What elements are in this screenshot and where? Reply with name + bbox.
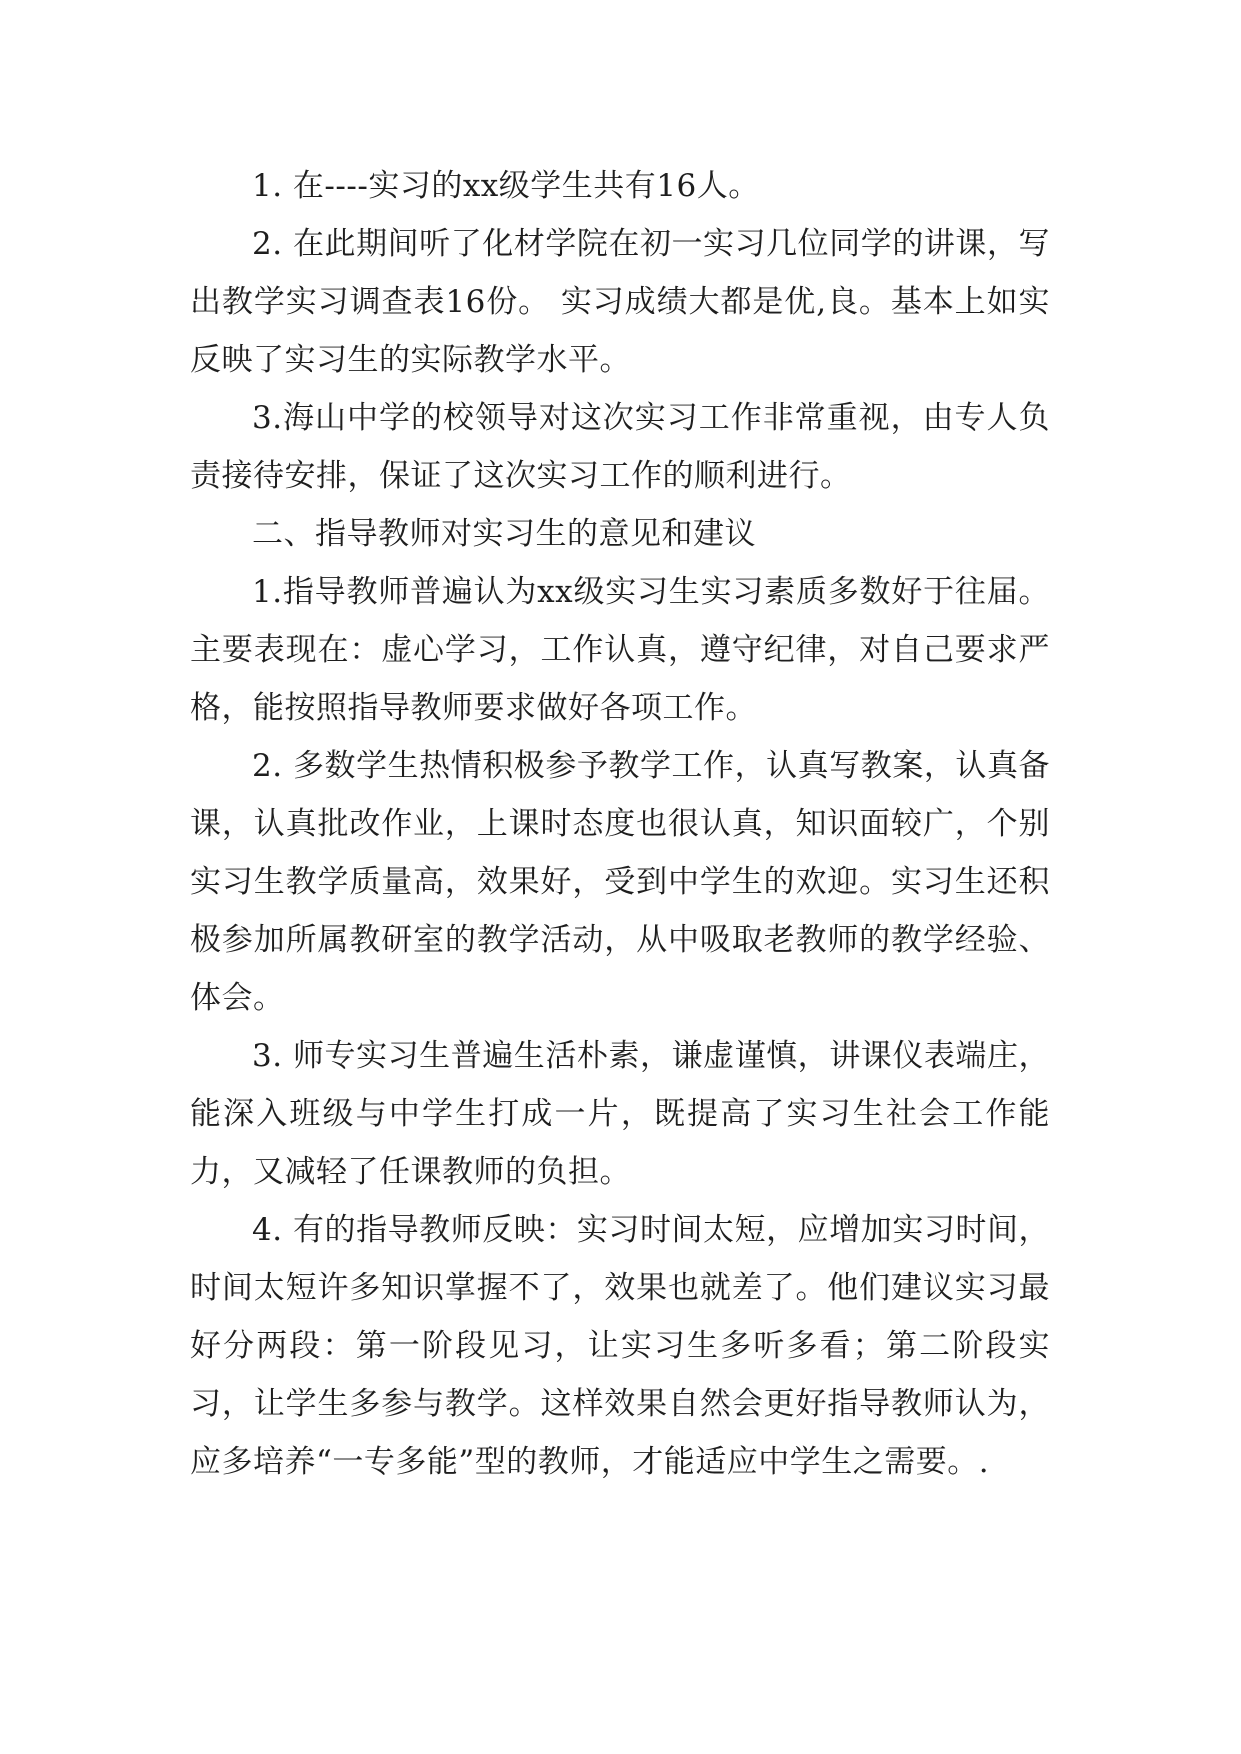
paragraph-3: 3.海山中学的校领导对这次实习工作非常重视，由专人负责接待安排，保证了这次实习工作的顺利进行。 (190, 400, 1050, 494)
paragraph-8: 4. 有的指导教师反映：实习时间太短，应增加实习时间，时间太短许多知识掌握不了，效果也就差了。他们建议实习最好分两段：第一阶段见习，让实习生多听多看；第二阶段实习，让学生多参与教学。这样效果自然会更好指导教师认为，应多培养“一专多能”型的教师，才能适应中学生之需要。. (190, 1212, 1050, 1480)
paragraph-5: 1.指导教师普遍认为xx级实习生实习素质多数好于往届。主要表现在：虚心学习，工作认真，遵守纪律，对自己要求严格，能按照指导教师要求做好各项工作。 (190, 574, 1050, 726)
paragraph-7: 3. 师专实习生普遍生活朴素，谦虚谨慎，讲课仪表端庄，能深入班级与中学生打成一片，既提高了实习生社会工作能力，又减轻了任课教师的负担。 (190, 1038, 1050, 1190)
document-body (190, 157, 1050, 1491)
paragraph-1: 1. 在----实习的xx级学生共有16人。 (252, 168, 760, 204)
paragraph-2: 2. 在此期间听了化材学院在初一实习几位同学的讲课，写出教学实习调查表16份。 实习成绩大都是优,良。基本上如实反映了实习生的实际教学水平。 (190, 226, 1050, 378)
paragraph-6: 2. 多数学生热情积极参予教学工作，认真写教案，认真备课，认真批改作业，上课时态度也很认真，知识面较广，个别实习生教学质量高，效果好，受到中学生的欢迎。实习生还积极参加所属教研室的教学活动，从中吸取老教师的教学经验、体会。 (190, 748, 1050, 1016)
section-heading: 二、指导教师对实习生的意见和建议 (252, 516, 756, 552)
